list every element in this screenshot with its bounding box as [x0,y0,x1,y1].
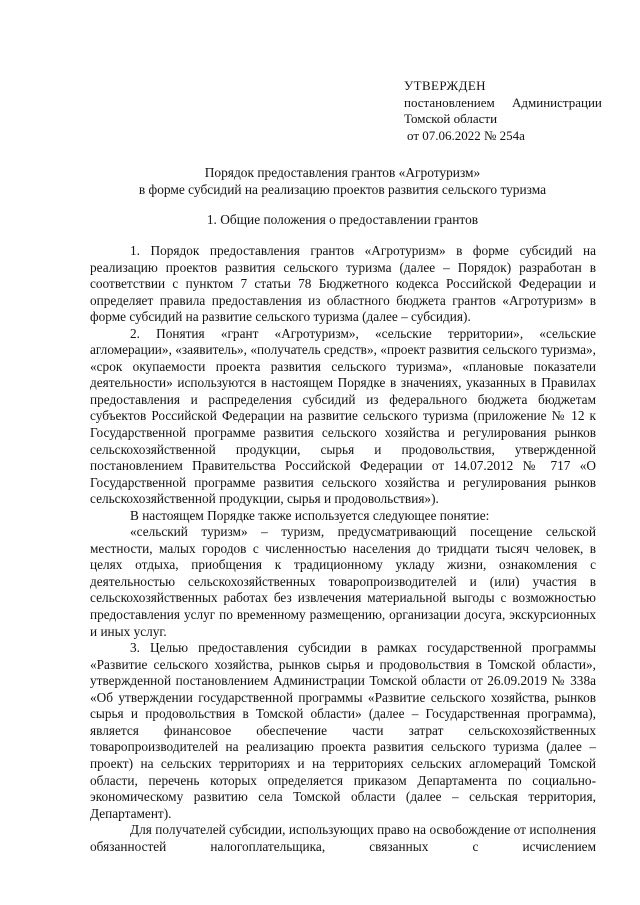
paragraph-definition-intro: В настоящем Порядке также используется следующее понятие: [130,507,490,523]
paragraph-1: 1. Порядок предоставления грантов «Агротуризм» в форме субсидий на реализацию проектов развития сельского туризма (далее – Порядок) разработан в соответствии с пунктом 7 статьи 78 Бюджетного кодекса Российской Федерации и определяет правила предоставления из областного бюджета грантов «Агротуризм» в форме субсидий на развитие сельского туризма (далее – субсидия). [90,243,596,325]
approval-title: УТВЕРЖДЕН [404,78,486,93]
section-heading: 1. Общие положения о предоставлении грантов [206,212,479,227]
paragraph-tax-exemption: Для получателей субсидии, использующих право на освобождение от исполнения обязанностей налогоплательщика, связанных с исчислением [90,822,596,854]
approval-stamp [404,78,604,144]
document-body [90,243,596,855]
document-title-line-1: Порядок предоставления грантов «Агротуризм» [204,165,481,180]
document-title [90,165,595,198]
approval-resolution-line: постановлением Администрации [404,94,602,110]
approval-region-line: Томской области [404,111,498,126]
document-title-line-2: в форме субсидий на реализацию проектов развития сельского туризма [138,181,547,197]
paragraph-definition-rural-tourism: «сельский туризм» – туризм, предусматривающий посещение сельской местности, малых городов с численностью населения до тридцати тысяч человек, в целях отдыха, приобщения к традиционному укладу жизни, ознакомления с деятельностью сельскохозяйственных товаропроизводителей и (или) участия в сельскохозяйственных работах без извлечения материальной выгоды с возможностью предоставления услуг по временному размещению, организации досуга, экскурсионных и иных услуг. [90,524,596,639]
paragraph-2: 2. Понятия «грант «Агротуризм», «сельские территории», «сельские агломерации», «заявитель», «получатель средств», «проект развития сельского туризма», «срок окупаемости проекта развития сельского туризма», «плановые показатели деятельности» используются в настоящем Порядке в значениях, указанных в Правилах предоставления и распределения субсидий из федерального бюджета бюджетам субъектов Российской Федерации на развитие сельского туризма (приложение № 12 к Государственной программе развития сельского хозяйства и регулирования рынков сельскохозяйственной продукции, сырья и продовольствия, утвержденной постановлением Правительства Российской Федерации от 14.07.2012 № 717 «О Государственной программе развития сельского хозяйства и регулирования рынков сельскохозяйственной продукции, сырья и продовольствия»). [90,325,596,507]
paragraph-3: 3. Целью предоставления субсидии в рамках государственной программы «Развитие сельского хозяйства, рынков сырья и продовольствия в Томской области», утвержденной постановлением Администрации Томской области от 26.09.2019 № 338а «Об утверждении государственной программы «Развитие сельского хозяйства, рынков сырья и продовольствия в Томской области» (далее – Государственная программа), является финансовое обеспечение части затрат сельскохозяйственных товаропроизводителей на реализацию проекта развития сельского туризма (далее – проект) на сельских территориях и на территориях сельских агломераций Томской области, перечень которых определяется приказом Департамента по социально-экономическому развитию села Томской области (далее – сельская территория, Департамент). [90,640,596,821]
approval-date-line: от 07.06.2022 № 254а [407,127,525,143]
